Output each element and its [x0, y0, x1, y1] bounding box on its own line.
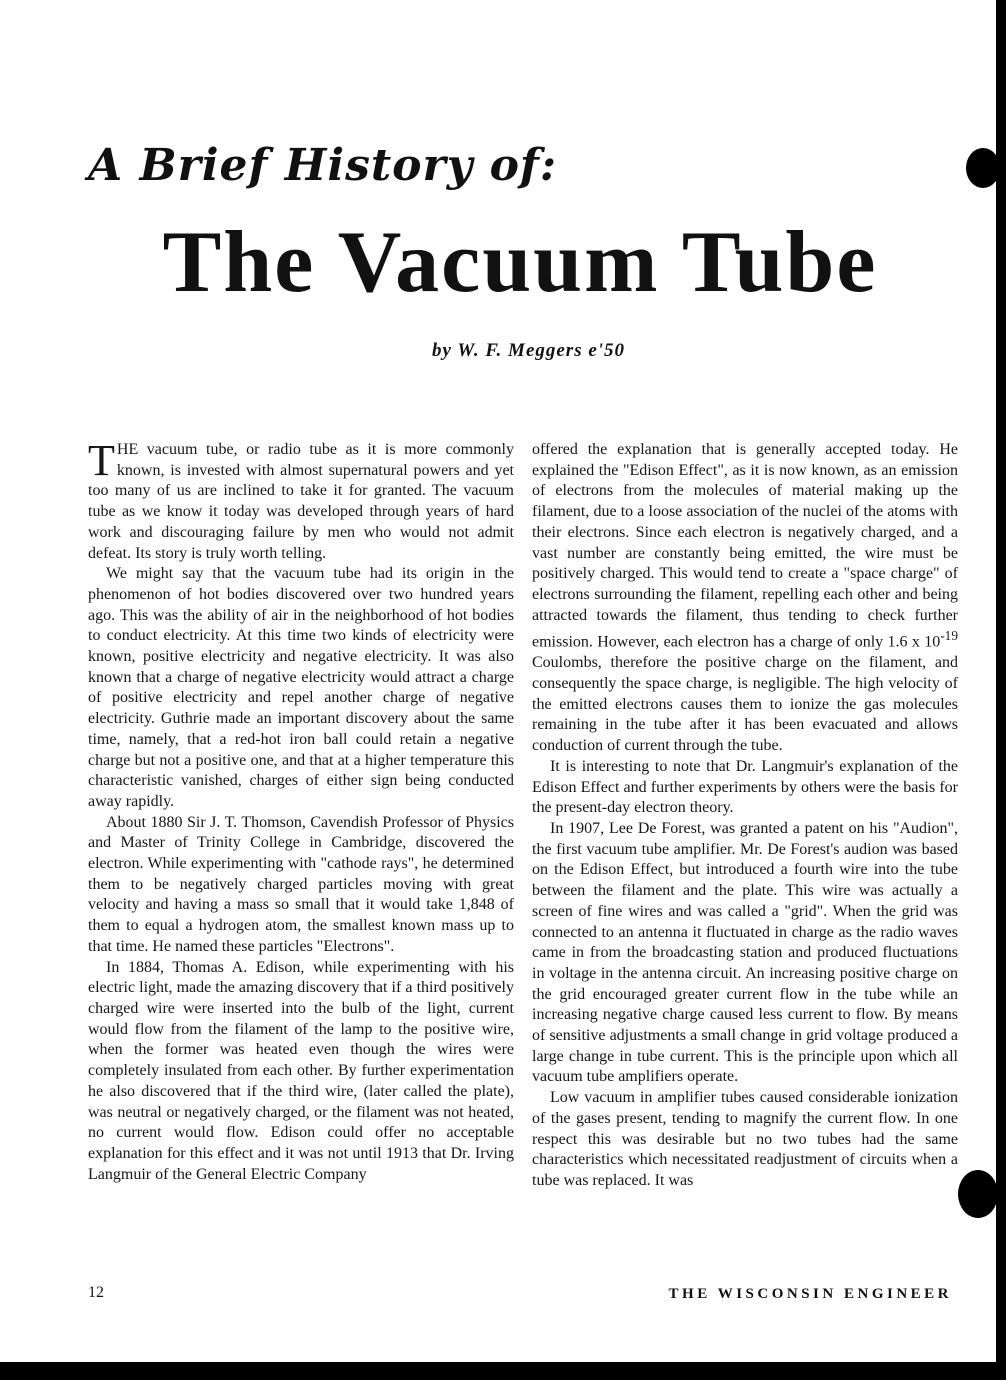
article-column-right — [532, 440, 958, 1192]
byline: by W. F. Meggers e'50 — [432, 340, 626, 361]
paragraph-6: In 1907, Lee De Forest, was granted a patent on his "Audion", the first vacuum tube amplifier. Mr. De Forest's audion was based on the Edison Effect, but introduced a fourth wire into the tube between the filament and the plate. This wire was actually a screen of fine wires and was called a "grid". When the grid was connected to an antenna it fluctuated in charge as the radio waves came in from the broadcasting station and produced fluctuations in voltage in the antenna circuit. An increasing positive charge on the grid encouraged greater current flow in the tube while an increasing negative charge caused less current to flow. By means of sensitive adjustments a small change in grid voltage produced a large change in tube current. This is the principle upon which all vacuum tube amplifiers operate. — [532, 819, 958, 1086]
continuation-text-a: offered the explanation that is generally accepted today. He explained the "Edison Effect", as it is now known, as an emission of electrons from the molecules of material making up the filament, due to a loose association of the nuclei of the atoms with their electrons. Since each electron is negatively charged, and a vast number are constantly being emitted, the wire must be positively charged. This would tend to create a "space charge" of electrons surrounding the filament, repelling each other and being attracted towards the filament, thus tending to check further emission. However, each electron has a charge of only 1.6 x 10 — [532, 441, 958, 651]
scan-frame-right — [996, 0, 1006, 1380]
article-title: The Vacuum Tube — [162, 214, 878, 311]
paragraph-5: It is interesting to note that Dr. Langmuir's explanation of the Edison Effect and further experiments by others were the basis for the present-day electron theory. — [532, 757, 958, 817]
paragraph-7: Low vacuum in amplifier tubes caused considerable ionization of the gases present, tending to magnify the current flow. In one respect this was desirable but no two tubes had the same characteristics which necessitated readjustment of circuits when a tube was replaced. It was — [532, 1089, 958, 1189]
paragraph-1 — [88, 436, 514, 564]
exponent: -19 — [940, 628, 958, 644]
page-number: 12 — [88, 1284, 104, 1301]
drop-cap: T — [88, 436, 115, 485]
paragraph-3: About 1880 Sir J. T. Thomson, Cavendish Professor of Physics and Master of Trinity College in Cambridge, discovered the electron. While experimenting with "cathode rays", he determined them to be negatively charged particles moving with great velocity and having a mass so small that it would take 1,848 of them to equal a hydrogen atom, the smallest known mass up to that time. He named these particles "Electrons". — [88, 813, 514, 955]
title-kicker: A Brief History of: — [88, 140, 558, 191]
running-footer: THE WISCONSIN ENGINEER — [668, 1286, 952, 1302]
binder-hole-top — [966, 148, 1000, 188]
paragraph-1-text: HE vacuum tube, or radio tube as it is more commonly known, is invested with almost supernatural powers and yet too many of us are inclined to take it for granted. The vacuum tube as we know it today was developed through years of hard work and discouraging failure by men who would not admit defeat. Its story is truly worth telling. — [88, 441, 514, 562]
continuation-text-b: Coulombs, therefore the positive charge on the filament, and consequently the space charge, is negligible. The high velocity of the emitted electrons causes them to ionize the gas molecules remaining in the tube after it has been evacuated and allows conduction of current through the tube. — [532, 654, 958, 755]
paragraph-continuation — [532, 440, 958, 757]
paragraph-2: We might say that the vacuum tube had its origin in the phenomenon of hot bodies discovered over two hundred years ago. This was the ability of air in the neighborhood of hot bodies to conduct electricity. At this time two kinds of electricity were known, positive electricity and negative electricity. It was also known that a charge of negative electricity would attract a charge of positive electricity and repel another charge of negative electricity. Guthrie made an important discovery about the same time, namely, that a red-hot iron ball could retain a negative charge but not a positive one, and that at a higher temperature this characteristic vanished, charges of either sign being conducted away rapidly. — [88, 565, 514, 810]
article-column-left — [88, 436, 514, 1185]
binder-hole-lower — [958, 1170, 998, 1218]
paragraph-4: In 1884, Thomas A. Edison, while experimenting with his electric light, made the amazing discovery that if a third positively charged wire were inserted into the bulb of the light, current would flow from the filament of the lamp to the positive wire, when the former was heated even though the wires were completely insulated from each other. By further experimentation he also discovered that if the third wire, (later called the plate), was neutral or negatively charged, or the filament was not heated, no current would flow. Edison could offer no acceptable explanation for this effect and it was not until 1913 that Dr. Irving Langmuir of the General Electric Company — [88, 958, 514, 1183]
scan-frame-bottom — [0, 1362, 1006, 1380]
